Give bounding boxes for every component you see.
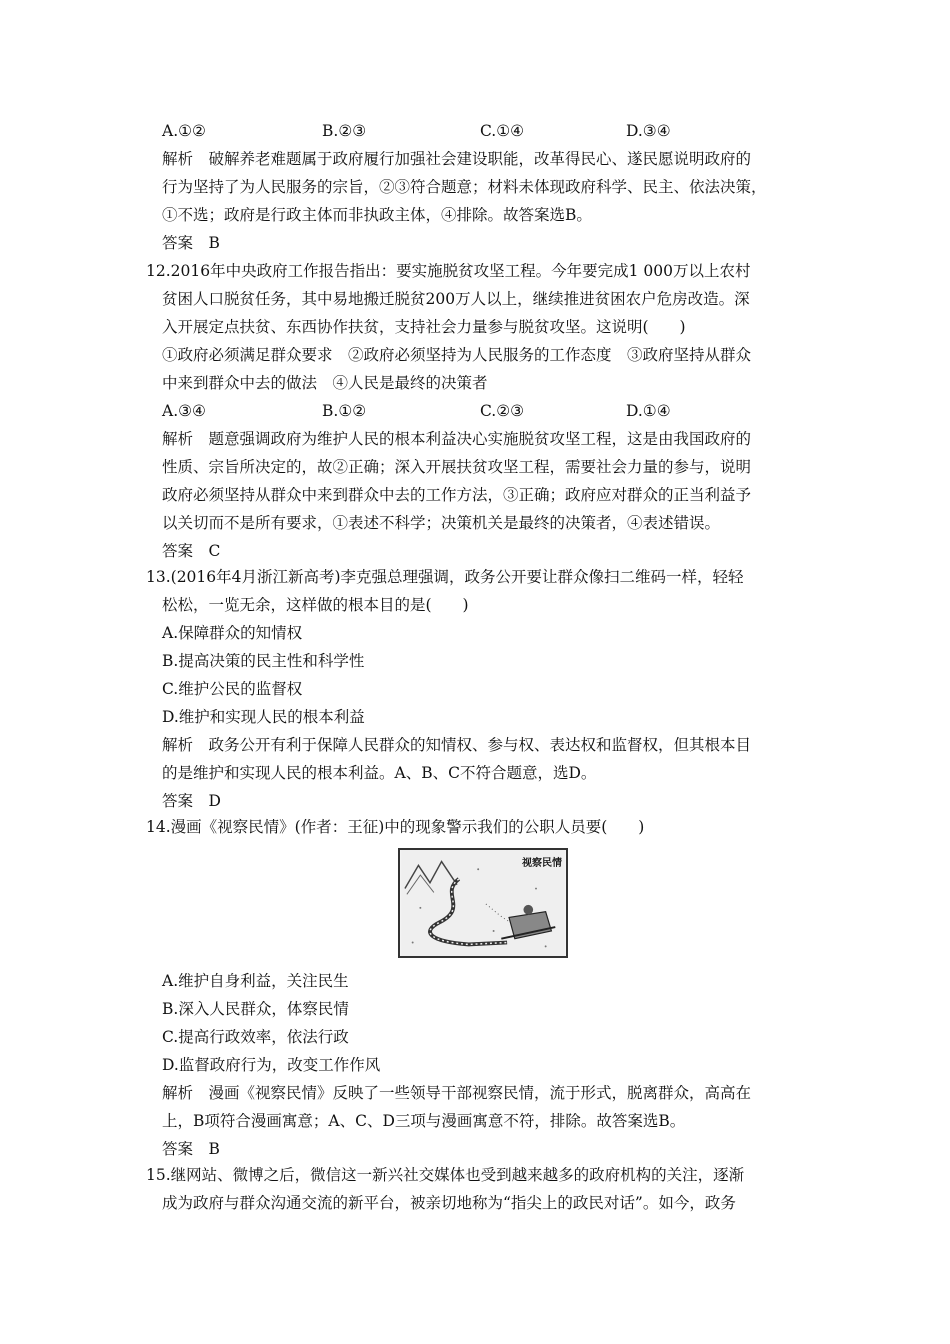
q12-analysis-line: 政府必须坚持从群众中来到群众中去的工作方法，③正确；政府应对群众的正当利益予 [162,486,752,504]
q12-answer: 答案 C [162,542,221,560]
q14-answer: 答案 B [162,1140,220,1158]
q11-option-a: A.①② [162,122,206,140]
q14-option-a: A.维护自身利益，关注民生 [162,972,349,990]
q11-analysis-line: ①不选；政府是行政主体而非执政主体，④排除。故答案选B。 [162,206,592,224]
q14-analysis-line: 上，B项符合漫画寓意；A、C、D三项与漫画寓意不符，排除。故答案选B。 [162,1112,686,1130]
q11-analysis-line: 行为坚持了为人民服务的宗旨，②③符合题意；材料未体现政府科学、民主、依法决策， [162,178,767,196]
q12-analysis-line: 以关切而不是所有要求，①表述不科学；决策机关是最终的决策者，④表述错误。 [162,514,721,532]
q11-option-c: C.①④ [480,122,525,140]
q13-analysis-line: 解析 政务公开有利于保障人民群众的知情权、参与权、表达权和监督权，但其根本目 [162,736,752,754]
q13-option-c: C.维护公民的监督权 [162,680,303,698]
q12-analysis-line: 性质、宗旨所决定的，故②正确；深入开展扶贫攻坚工程，需要社会力量的参与，说明 [162,458,752,476]
cartoon-title: 视察民情 [522,858,562,869]
q14-stem-line: 14.漫画《视察民情》(作者：王征)中的现象警示我们的公职人员要( ) [146,818,645,836]
q11-option-b: B.②③ [322,122,367,140]
q12-stem-line: 贫困人口脱贫任务，其中易地搬迁脱贫200万人以上，继续推进贫困农户危房改造。深 [162,290,750,308]
q13-analysis-line: 的是维护和实现人民的根本利益。A、B、C不符合题意，选D。 [162,764,597,782]
q11-option-d: D.③④ [626,122,671,140]
q12-analysis-line: 解析 题意强调政府为维护人民的根本利益决心实施脱贫攻坚工程，这是由我国政府的 [162,430,752,448]
q12-option-c: C.②③ [480,402,525,420]
q12-stem-line: 12.2016年中央政府工作报告指出：要实施脱贫攻坚工程。今年要完成1 000万以上农村 [146,262,751,280]
q12-statements-line: 中来到群众中去的做法 ④人民是最终的决策者 [162,374,488,392]
q14-option-b: B.深入人民群众，体察民情 [162,1000,349,1018]
q13-option-a: A.保障群众的知情权 [162,624,303,642]
cartoon-image [398,848,568,958]
q12-option-d: D.①④ [626,402,671,420]
q15-stem-line: 成为政府与群众沟通交流的新平台，被亲切地称为“指尖上的政民对话”。如今，政务 [162,1194,736,1212]
q13-answer: 答案 D [162,792,221,810]
q12-stem-line: 入开展定点扶贫、东西协作扶贫，支持社会力量参与脱贫攻坚。这说明( ) [162,318,686,336]
q12-option-a: A.③④ [162,402,206,420]
q12-statements-line: ①政府必须满足群众要求 ②政府必须坚持为人民服务的工作态度 ③政府坚持从群众 [162,346,752,364]
q14-analysis-line: 解析 漫画《视察民情》反映了一些领导干部视察民情，流于形式，脱离群众，高高在 [162,1084,752,1102]
q13-option-b: B.提高决策的民主性和科学性 [162,652,365,670]
q12-option-b: B.①② [322,402,367,420]
q15-stem-line: 15.继网站、微博之后，微信这一新兴社交媒体也受到越来越多的政府机构的关注，逐渐 [146,1166,745,1184]
q11-analysis-line: 解析 破解养老难题属于政府履行加强社会建设职能，改革得民心、遂民愿说明政府的 [162,150,752,168]
q13-stem-line: 松松，一览无余，这样做的根本目的是( ) [162,596,469,614]
q11-answer: 答案 B [162,234,220,252]
q13-stem-line: 13.(2016年4月浙江新高考)李克强总理强调，政务公开要让群众像扫二维码一样，轻轻 [146,568,744,586]
q14-option-c: C.提高行政效率，依法行政 [162,1028,349,1046]
q13-option-d: D.维护和实现人民的根本利益 [162,708,365,726]
q14-option-d: D.监督政府行为，改变工作作风 [162,1056,381,1074]
